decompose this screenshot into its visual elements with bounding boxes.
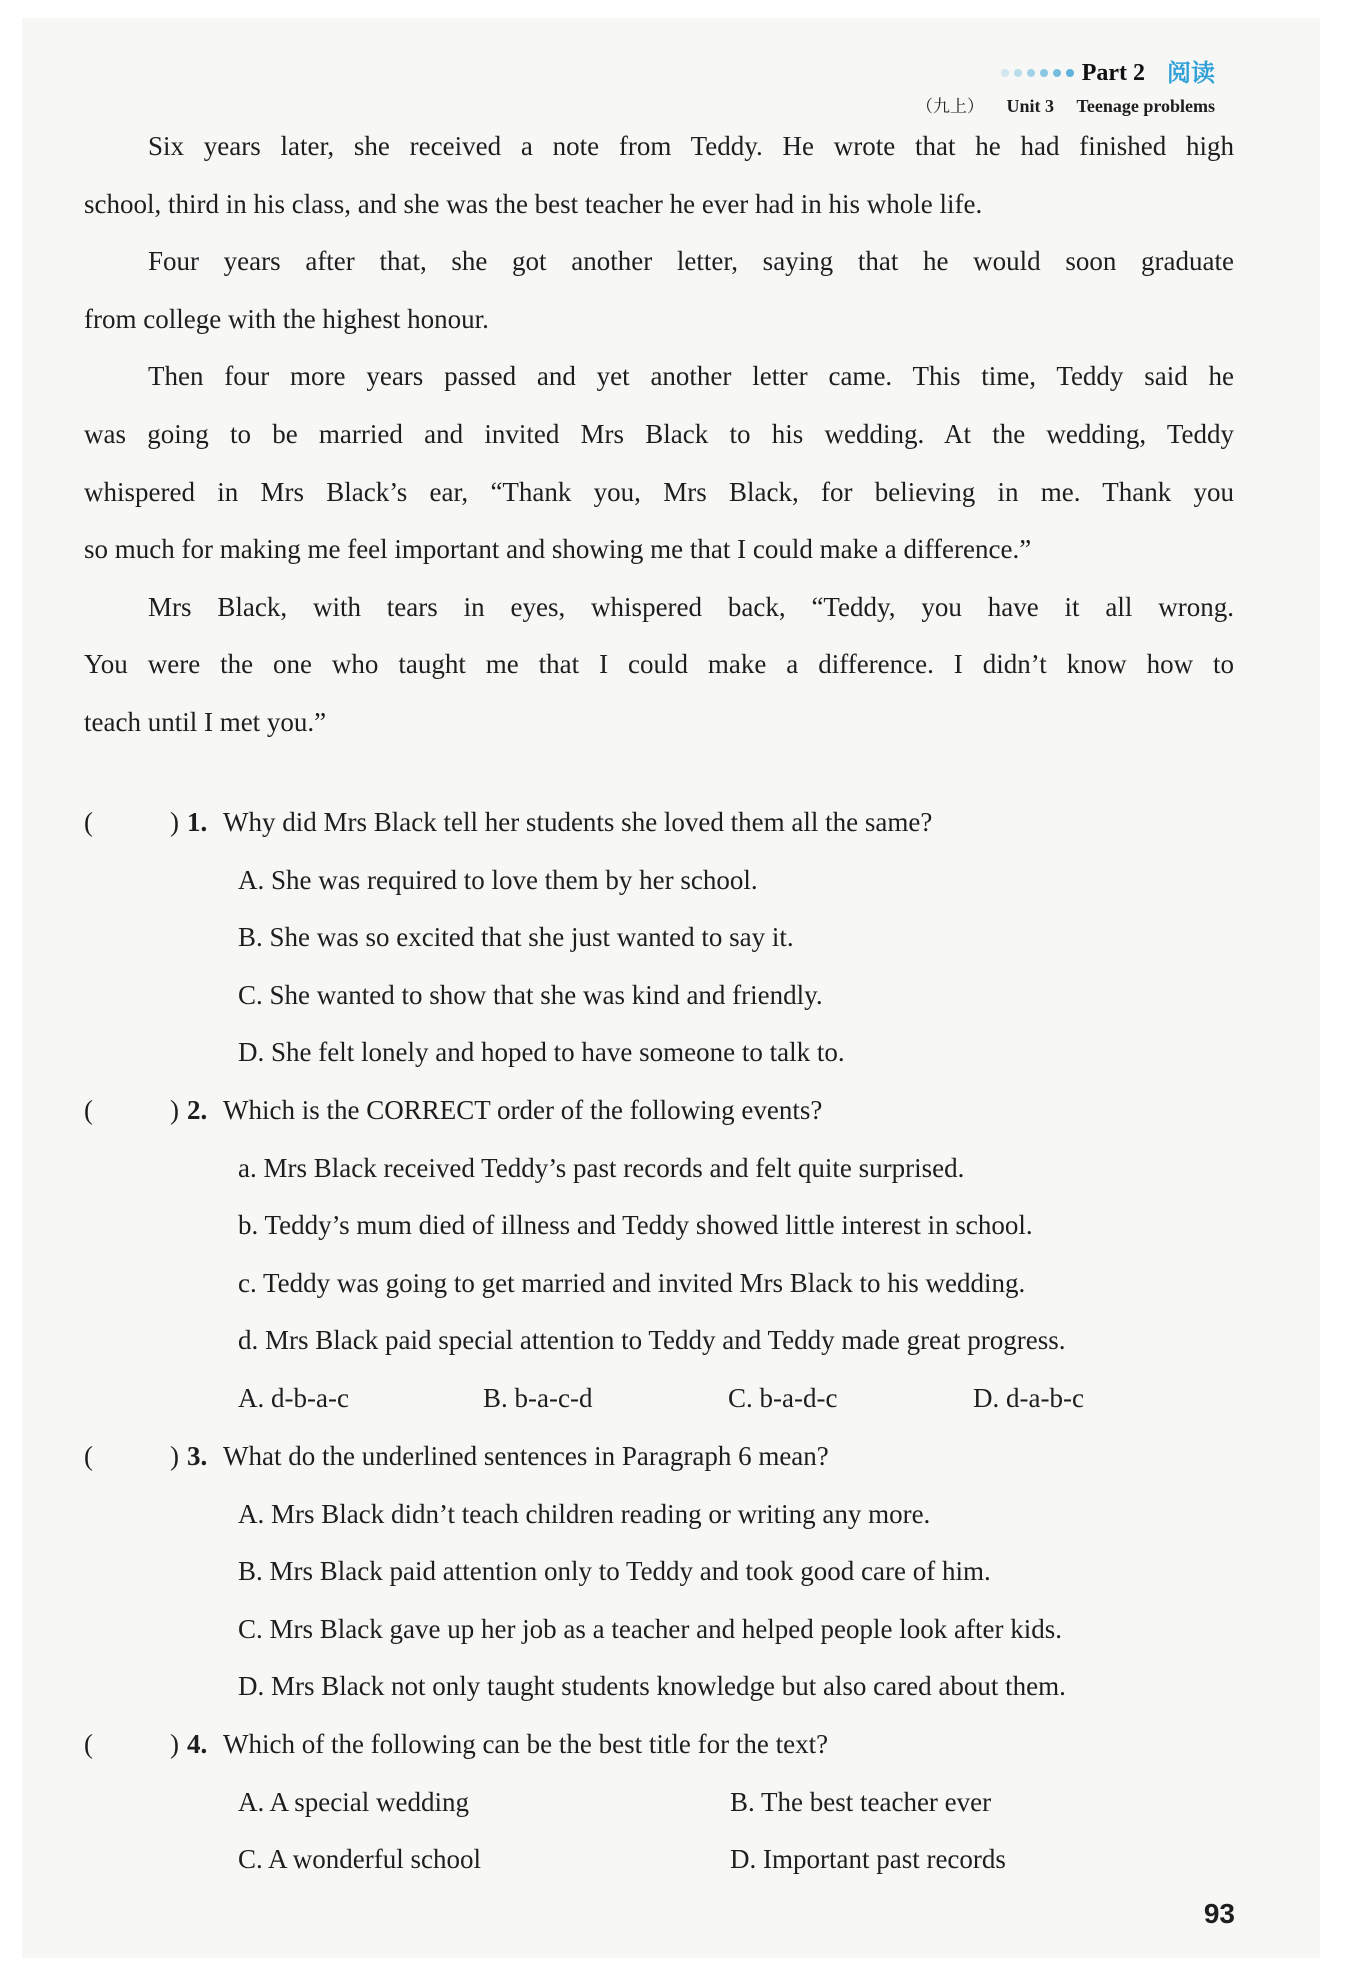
question-number: 2. [187,1095,208,1125]
answer-option: D. She felt lonely and hoped to have someone to talk to. [238,1037,845,1068]
reading-passage [84,118,1234,752]
answer-blank[interactable]: ( ) [84,1095,179,1125]
part-chinese-label: 阅读 [1167,59,1215,87]
event-item: d. Mrs Black paid special attention to Teddy and Teddy made great progress. [238,1325,1066,1356]
answer-options-row [238,1831,1244,1889]
passage-line: Six years later, she received a note from Teddy. He wrote that he had finished high [148,131,1234,161]
passage-line: teach until I met you.” [84,706,327,737]
passage-line: whispered in Mrs Black’s ear, “Thank you, Mrs Black, for believing in me. Thank you [84,476,1234,507]
answer-option: B. Mrs Black paid attention only to Teddy and took good care of him. [238,1556,991,1587]
answer-option: B. The best teacher ever [730,1786,992,1817]
question-3 [84,1428,1244,1716]
answer-option: C. Mrs Black gave up her job as a teacher and helped people look after kids. [238,1613,1062,1644]
answer-option: B. She was so excited that she just wanted to say it. [238,922,794,953]
question-number: 4. [187,1729,208,1759]
part-heading [916,58,1215,88]
passage-line: Then four more years passed and yet another letter came. This time, Teddy said he [148,361,1234,392]
passage-line: from college with the highest honour. [84,303,489,334]
passage-line: Four years after that, she got another letter, saying that he would soon graduate [148,246,1234,277]
answer-option: C. A wonderful school [238,1844,481,1875]
answer-options-row [238,1370,1244,1428]
passage-line: You were the one who taught me that I could make a difference. I didn’t know how to [84,649,1234,680]
question-4 [84,1716,1244,1889]
passage-paragraph [84,579,1234,752]
page-header [916,58,1215,119]
answer-option: D. d-a-b-c [973,1382,1084,1413]
passage-paragraph [84,118,1234,233]
unit-label: Unit 3 [1006,96,1054,116]
answer-option: A. d-b-a-c [238,1382,349,1413]
answer-option: D. Important past records [730,1844,1006,1875]
answer-blank[interactable]: ( ) [84,1729,179,1759]
workbook-page [22,18,1320,1958]
passage-paragraph [84,348,1234,578]
grade-label: （九上） [915,97,984,117]
question-2 [84,1082,1244,1428]
question-text: What do the underlined sentences in Paragraph 6 mean? [223,1441,829,1471]
answer-blank[interactable]: ( ) [84,1441,179,1471]
part-label: Part 2 [1081,60,1145,86]
passage-line: so much for making me feel important and showing me that I could make a difference.” [84,534,1032,565]
question-text: Which of the following can be the best title for the text? [223,1729,829,1759]
answer-options-row [238,1774,1244,1832]
question-text: Which is the CORRECT order of the following events? [223,1095,823,1125]
question-number: 3. [187,1441,208,1471]
decorative-dots-icon [1001,69,1074,77]
unit-topic: Teenage problems [1076,96,1215,116]
passage-paragraph [84,233,1234,348]
answer-option: A. Mrs Black didn’t teach children reading or writing any more. [238,1498,931,1529]
unit-heading [916,94,1215,119]
event-item: b. Teddy’s mum died of illness and Teddy showed little interest in school. [238,1210,1033,1241]
answer-option: D. Mrs Black not only taught students knowledge but also cared about them. [238,1671,1066,1702]
question-number: 1. [187,807,208,837]
answer-option: C. She wanted to show that she was kind and friendly. [238,979,823,1010]
event-item: a. Mrs Black received Teddy’s past records and felt quite surprised. [238,1152,965,1183]
answer-option: C. b-a-d-c [728,1382,838,1413]
question-1 [84,794,1244,1082]
passage-line: school, third in his class, and she was the best teacher he ever had in his whole life. [84,188,983,219]
answer-blank[interactable]: ( ) [84,807,179,837]
passage-line: was going to be married and invited Mrs Black to his wedding. At the wedding, Teddy [84,418,1234,449]
answer-option: A. A special wedding [238,1786,469,1817]
question-text: Why did Mrs Black tell her students she loved them all the same? [223,807,933,837]
answer-option: B. b-a-c-d [483,1382,593,1413]
passage-line: Mrs Black, with tears in eyes, whispered back, “Teddy, you have it all wrong. [148,591,1234,622]
event-item: c. Teddy was going to get married and invited Mrs Black to his wedding. [238,1267,1026,1298]
answer-option: A. She was required to love them by her school. [238,864,758,895]
page-number: 93 [1203,1898,1235,1929]
